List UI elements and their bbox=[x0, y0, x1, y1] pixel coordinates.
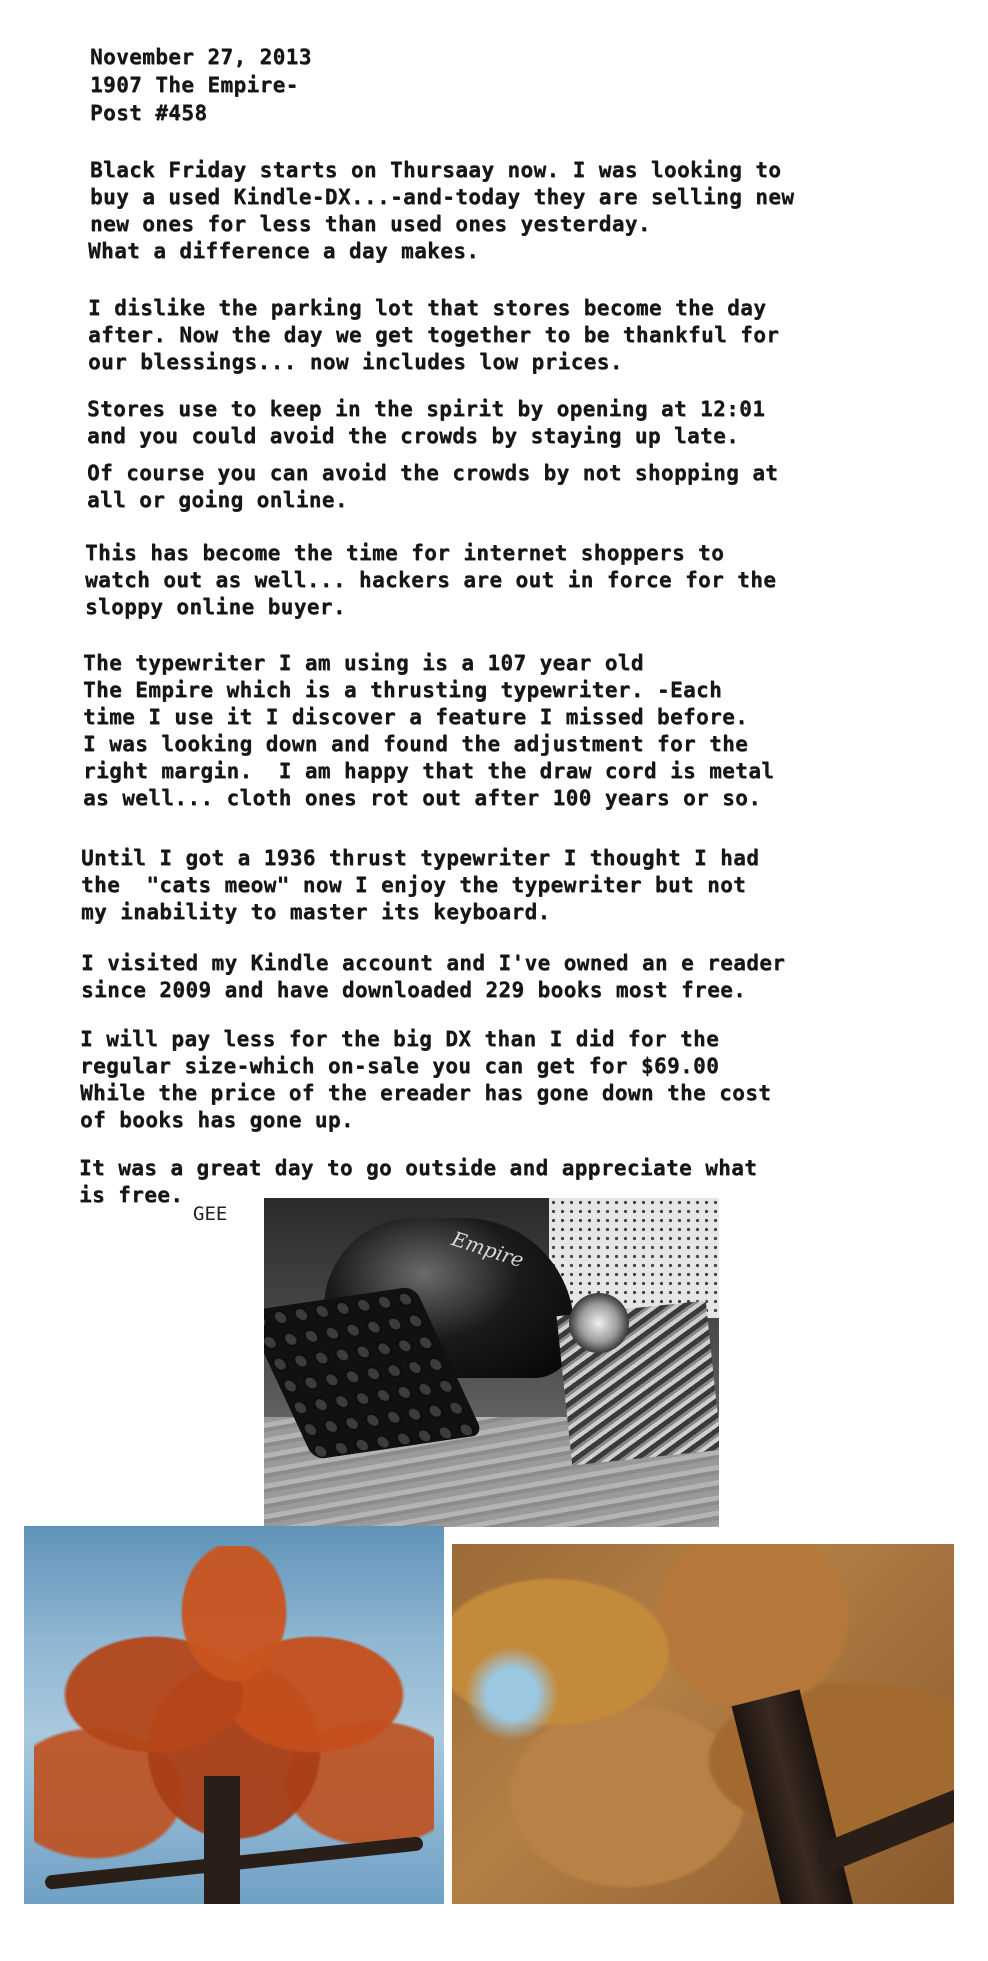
tree-trunk bbox=[204, 1776, 240, 1904]
paragraph-hackers: This has become the time for internet shoppers to watch out as well... hackers are out in force for the sloppy online buyer. bbox=[85, 541, 777, 619]
paragraph-kindle-account: I visited my Kindle account and I've owned an e reader since 2009 and have downloaded 229 books most free. bbox=[81, 951, 786, 1002]
pegboard-background bbox=[549, 1198, 719, 1318]
paragraph-difference: What a difference a day makes. bbox=[88, 239, 480, 263]
autumn-canopy-photo bbox=[452, 1544, 954, 1904]
paragraph-stores: Stores use to keep in the spirit by opening at 12:01 and you could avoid the crowds by staying up late. bbox=[87, 397, 766, 448]
paragraph-black-friday: Black Friday starts on Thursaay now. I was looking to buy a used Kindle-DX...-and-today they are selling new new ones for less than used ones yesterday. bbox=[90, 158, 795, 236]
paragraph-big-dx: I will pay less for the big DX than I did for the regular size-which on-sale you can get for $69.00 While the price of the ereader has gone down the cost of books has gone up. bbox=[80, 1027, 772, 1132]
paragraph-parking-lot: I dislike the parking lot that stores become the day after. Now the day we get together to be thankful for our blessings... now includes low prices. bbox=[88, 296, 780, 374]
paragraph-great-day: It was a great day to go outside and appreciate what is free. bbox=[79, 1156, 758, 1207]
post-number: Post #458 bbox=[90, 101, 208, 125]
post-date: November 27, 2013 bbox=[90, 45, 312, 69]
sky-patch bbox=[452, 1634, 572, 1754]
signature: GEE bbox=[193, 1203, 228, 1225]
autumn-tree-photo bbox=[24, 1526, 444, 1904]
paragraph-avoid-crowds: Of course you can avoid the crowds by not shopping at all or going online. bbox=[87, 461, 779, 512]
paragraph-thrust-typewriter: Until I got a 1936 thrust typewriter I thought I had the "cats meow" now I enjoy the typewriter but not my inability to master its keyboard. bbox=[81, 846, 760, 924]
typewriter-photo bbox=[264, 1198, 719, 1527]
tree-trunk bbox=[732, 1689, 863, 1904]
ribbon-spool bbox=[569, 1293, 629, 1353]
paragraph-typewriter: The typewriter I am using is a 107 year old The Empire which is a thrusting typewriter. -Each time I use it I discover a feature I missed before. I was looking down and found the adjustment for the right margin. I am happy that the draw cord is metal as well... cloth ones rot out after 100 years or so. bbox=[83, 651, 775, 810]
typewriter-badge: Empire bbox=[448, 1226, 527, 1273]
post-typewriter-name: 1907 The Empire- bbox=[90, 73, 299, 97]
